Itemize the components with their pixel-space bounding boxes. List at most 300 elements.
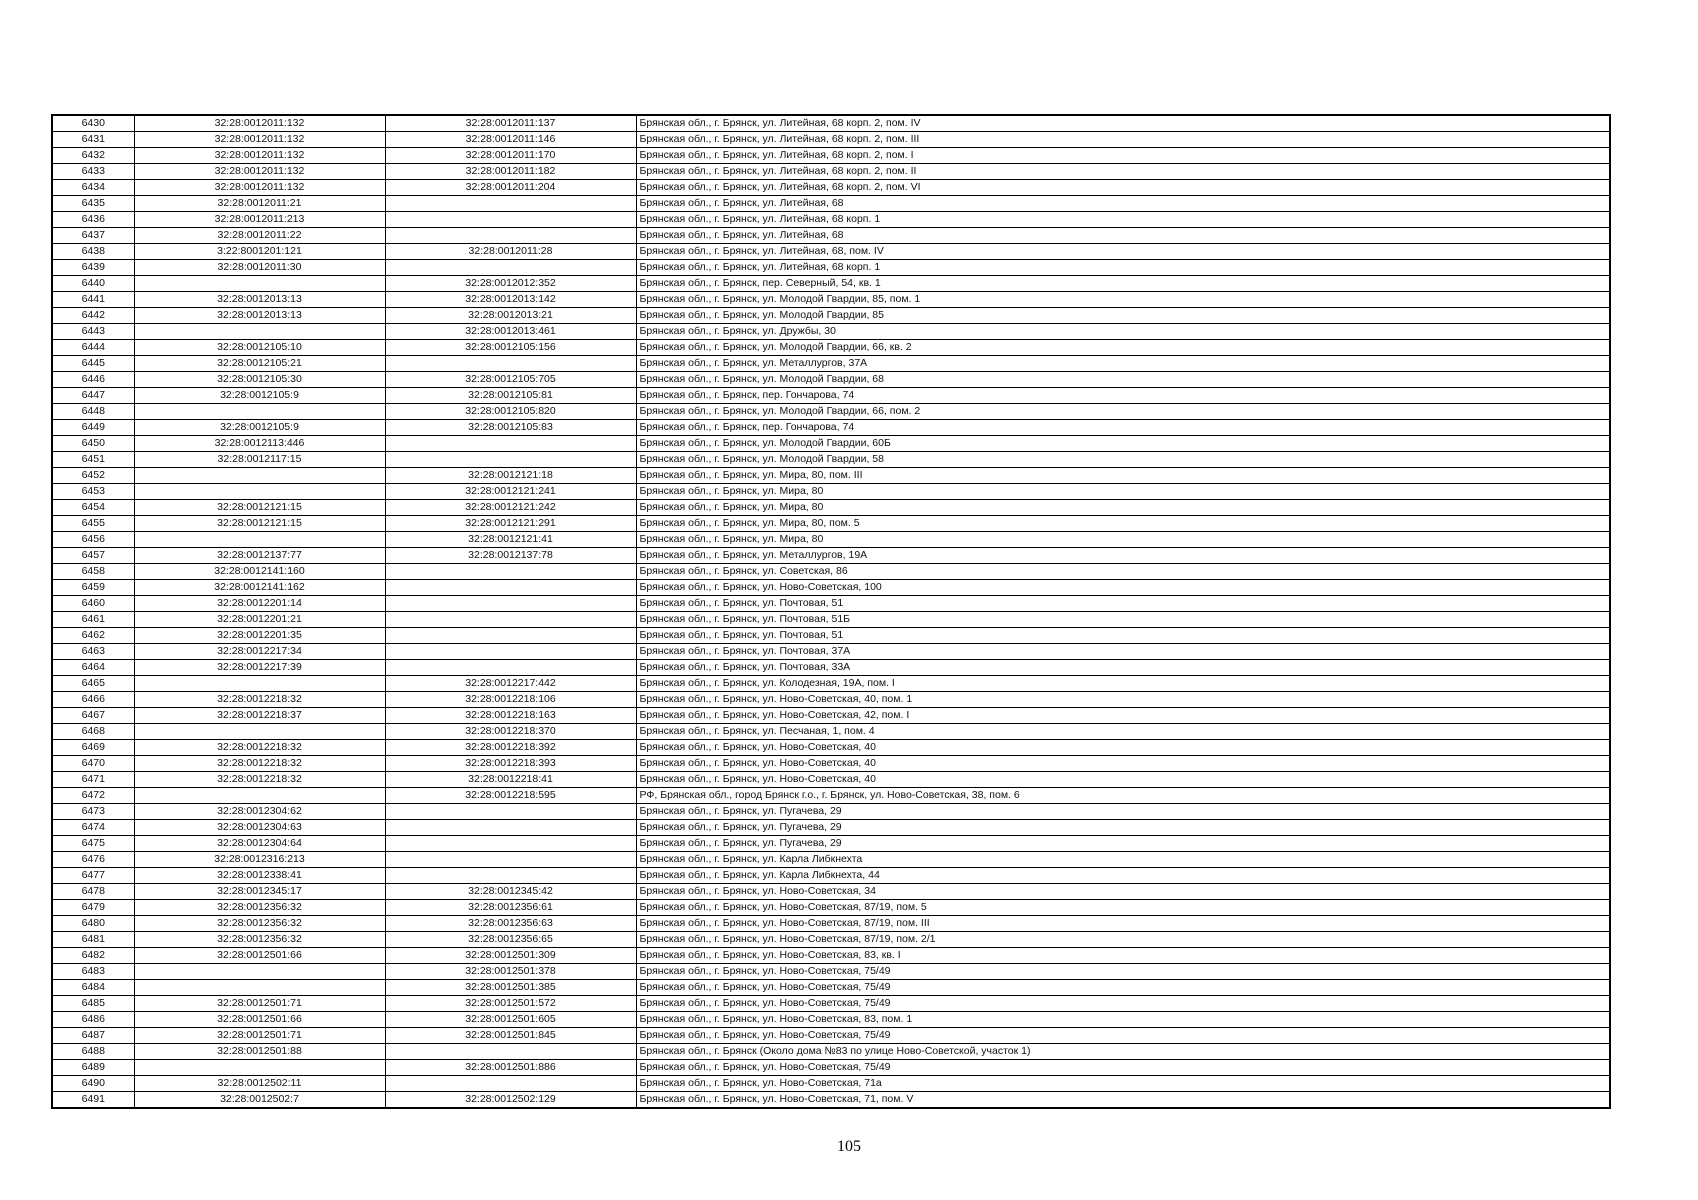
table-row: [52, 308, 1610, 324]
table-row: [52, 740, 1610, 756]
address-cell: Брянская обл., г. Брянск, ул. Советская, 86: [636, 564, 1610, 580]
object-number-cell: 32:28:0012218:392: [385, 740, 636, 756]
address-cell: Брянская обл., г. Брянск, ул. Молодой Гвардии, 85: [636, 308, 1610, 324]
object-number-cell: 32:28:0012502:129: [385, 1092, 636, 1109]
row-number-cell: 6485: [52, 996, 134, 1012]
parcel-number-cell: [134, 532, 385, 548]
row-number-cell: 6438: [52, 244, 134, 260]
parcel-number-cell: 32:28:0012218:32: [134, 740, 385, 756]
row-number-cell: 6478: [52, 884, 134, 900]
table-row: [52, 868, 1610, 884]
parcel-number-cell: 32:28:0012356:32: [134, 916, 385, 932]
row-number-cell: 6458: [52, 564, 134, 580]
parcel-number-cell: 32:28:0012011:132: [134, 115, 385, 132]
object-number-cell: [385, 836, 636, 852]
row-number-cell: 6483: [52, 964, 134, 980]
object-number-cell: 32:28:0012501:845: [385, 1028, 636, 1044]
table-row: [52, 340, 1610, 356]
address-cell: Брянская обл., г. Брянск, ул. Молодой Гвардии, 68: [636, 372, 1610, 388]
table-row: [52, 260, 1610, 276]
address-cell: Брянская обл., г. Брянск, ул. Ново-Советская, 83, кв. I: [636, 948, 1610, 964]
row-number-cell: 6486: [52, 1012, 134, 1028]
address-cell: Брянская обл., г. Брянск, ул. Металлургов, 37А: [636, 356, 1610, 372]
row-number-cell: 6453: [52, 484, 134, 500]
address-cell: Брянская обл., г. Брянск, ул. Ново-Советская, 40, пом. 1: [636, 692, 1610, 708]
parcel-number-cell: 32:28:0012137:77: [134, 548, 385, 564]
row-number-cell: 6432: [52, 148, 134, 164]
row-number-cell: 6487: [52, 1028, 134, 1044]
object-number-cell: 32:28:0012356:65: [385, 932, 636, 948]
parcel-number-cell: 32:28:0012356:32: [134, 932, 385, 948]
object-number-cell: 32:28:0012011:137: [385, 115, 636, 132]
table-row: [52, 820, 1610, 836]
table-row: [52, 1044, 1610, 1060]
address-cell: Брянская обл., г. Брянск, ул. Мира, 80: [636, 484, 1610, 500]
parcel-number-cell: 32:28:0012011:132: [134, 132, 385, 148]
table-row: [52, 564, 1610, 580]
address-cell: Брянская обл., г. Брянск, ул. Ново-Советская, 87/19, пом. 2/1: [636, 932, 1610, 948]
row-number-cell: 6457: [52, 548, 134, 564]
object-number-cell: 32:28:0012105:83: [385, 420, 636, 436]
address-cell: РФ, Брянская обл., город Брянск г.о., г. Брянск, ул. Ново-Советская, 38, пом. 6: [636, 788, 1610, 804]
parcel-number-cell: 32:28:0012121:15: [134, 516, 385, 532]
table-row: [52, 292, 1610, 308]
parcel-number-cell: 32:28:0012304:63: [134, 820, 385, 836]
table-row: [52, 132, 1610, 148]
object-number-cell: [385, 228, 636, 244]
address-cell: Брянская обл., г. Брянск, ул. Молодой Гвардии, 85, пом. 1: [636, 292, 1610, 308]
row-number-cell: 6446: [52, 372, 134, 388]
table-row: [52, 1060, 1610, 1076]
table-row: [52, 164, 1610, 180]
row-number-cell: 6473: [52, 804, 134, 820]
address-cell: Брянская обл., г. Брянск, ул. Почтовая, 51: [636, 628, 1610, 644]
object-number-cell: [385, 260, 636, 276]
parcel-number-cell: [134, 788, 385, 804]
object-number-cell: 32:28:0012105:81: [385, 388, 636, 404]
object-number-cell: 32:28:0012218:106: [385, 692, 636, 708]
table-row: [52, 212, 1610, 228]
table-row: [52, 180, 1610, 196]
table-row: [52, 532, 1610, 548]
table-row: [52, 404, 1610, 420]
table-row: [52, 628, 1610, 644]
row-number-cell: 6452: [52, 468, 134, 484]
table-row: [52, 372, 1610, 388]
object-number-cell: 32:28:0012121:242: [385, 500, 636, 516]
object-number-cell: 32:28:0012011:146: [385, 132, 636, 148]
row-number-cell: 6476: [52, 852, 134, 868]
address-cell: Брянская обл., г. Брянск, ул. Литейная, 68 корп. 1: [636, 260, 1610, 276]
row-number-cell: 6440: [52, 276, 134, 292]
parcel-number-cell: [134, 964, 385, 980]
object-number-cell: [385, 212, 636, 228]
parcel-number-cell: [134, 980, 385, 996]
row-number-cell: 6480: [52, 916, 134, 932]
table-row: [52, 900, 1610, 916]
address-cell: Брянская обл., г. Брянск, ул. Ново-Советская, 75/49: [636, 964, 1610, 980]
parcel-number-cell: 32:28:0012013:13: [134, 308, 385, 324]
address-cell: Брянская обл., г. Брянск, ул. Дружбы, 30: [636, 324, 1610, 340]
parcel-number-cell: 32:28:0012011:21: [134, 196, 385, 212]
address-cell: Брянская обл., г. Брянск, ул. Ново-Советская, 75/49: [636, 1060, 1610, 1076]
parcel-number-cell: 32:28:0012013:13: [134, 292, 385, 308]
address-cell: Брянская обл., г. Брянск, ул. Колодезная, 19А, пом. I: [636, 676, 1610, 692]
address-cell: Брянская обл., г. Брянск, ул. Ново-Советская, 40: [636, 756, 1610, 772]
address-cell: Брянская обл., г. Брянск, ул. Почтовая, 37А: [636, 644, 1610, 660]
address-cell: Брянская обл., г. Брянск, ул. Ново-Советская, 40: [636, 772, 1610, 788]
table-row: [52, 420, 1610, 436]
object-number-cell: [385, 820, 636, 836]
table-row: [52, 1028, 1610, 1044]
table-row: [52, 276, 1610, 292]
parcel-number-cell: 32:28:0012501:88: [134, 1044, 385, 1060]
row-number-cell: 6430: [52, 115, 134, 132]
table-row: [52, 324, 1610, 340]
object-number-cell: [385, 436, 636, 452]
row-number-cell: 6462: [52, 628, 134, 644]
row-number-cell: 6433: [52, 164, 134, 180]
parcel-number-cell: 32:28:0012218:32: [134, 772, 385, 788]
parcel-number-cell: 32:28:0012502:7: [134, 1092, 385, 1109]
row-number-cell: 6470: [52, 756, 134, 772]
row-number-cell: 6451: [52, 452, 134, 468]
object-number-cell: [385, 596, 636, 612]
row-number-cell: 6450: [52, 436, 134, 452]
address-cell: Брянская обл., г. Брянск, ул. Ново-Советская, 75/49: [636, 996, 1610, 1012]
row-number-cell: 6437: [52, 228, 134, 244]
parcel-number-cell: 32:28:0012105:10: [134, 340, 385, 356]
address-cell: Брянская обл., г. Брянск, ул. Ново-Советская, 75/49: [636, 1028, 1610, 1044]
object-number-cell: [385, 580, 636, 596]
table-row: [52, 596, 1610, 612]
parcel-number-cell: 32:28:0012141:162: [134, 580, 385, 596]
row-number-cell: 6472: [52, 788, 134, 804]
object-number-cell: 32:28:0012011:204: [385, 180, 636, 196]
parcel-number-cell: 32:28:0012304:64: [134, 836, 385, 852]
row-number-cell: 6465: [52, 676, 134, 692]
parcel-number-cell: 32:28:0012501:71: [134, 996, 385, 1012]
address-cell: Брянская обл., г. Брянск, ул. Литейная, 68 корп. 2, пом. II: [636, 164, 1610, 180]
table-row: [52, 388, 1610, 404]
row-number-cell: 6444: [52, 340, 134, 356]
object-number-cell: 32:28:0012121:41: [385, 532, 636, 548]
address-cell: Брянская обл., г. Брянск, ул. Пугачева, 29: [636, 820, 1610, 836]
object-number-cell: 32:28:0012345:42: [385, 884, 636, 900]
table-row: [52, 244, 1610, 260]
parcel-number-cell: 32:28:0012011:30: [134, 260, 385, 276]
object-number-cell: [385, 452, 636, 468]
parcel-number-cell: [134, 324, 385, 340]
parcel-number-cell: 32:28:0012338:41: [134, 868, 385, 884]
parcel-number-cell: 32:28:0012105:21: [134, 356, 385, 372]
address-cell: Брянская обл., г. Брянск, ул. Пугачева, 29: [636, 804, 1610, 820]
address-cell: Брянская обл., г. Брянск (Около дома №83 по улице Ново-Советской, участок 1): [636, 1044, 1610, 1060]
table-row: [52, 772, 1610, 788]
table-row: [52, 948, 1610, 964]
table-row: [52, 724, 1610, 740]
parcel-number-cell: 32:28:0012217:34: [134, 644, 385, 660]
address-cell: Брянская обл., г. Брянск, пер. Гончарова, 74: [636, 388, 1610, 404]
table-row: [52, 644, 1610, 660]
object-number-cell: 32:28:0012121:241: [385, 484, 636, 500]
row-number-cell: 6469: [52, 740, 134, 756]
row-number-cell: 6443: [52, 324, 134, 340]
address-cell: Брянская обл., г. Брянск, ул. Литейная, 68 корп. 2, пом. III: [636, 132, 1610, 148]
page-number: 105: [837, 1138, 861, 1155]
object-number-cell: 32:28:0012218:595: [385, 788, 636, 804]
address-cell: Брянская обл., г. Брянск, ул. Молодой Гвардии, 58: [636, 452, 1610, 468]
row-number-cell: 6460: [52, 596, 134, 612]
row-number-cell: 6441: [52, 292, 134, 308]
object-number-cell: 32:28:0012105:820: [385, 404, 636, 420]
parcel-number-cell: 32:28:0012011:22: [134, 228, 385, 244]
row-number-cell: 6434: [52, 180, 134, 196]
address-cell: Брянская обл., г. Брянск, ул. Ново-Советская, 87/19, пом. 5: [636, 900, 1610, 916]
address-cell: Брянская обл., г. Брянск, ул. Литейная, 68: [636, 196, 1610, 212]
object-number-cell: 32:28:0012501:378: [385, 964, 636, 980]
object-number-cell: 32:28:0012501:605: [385, 1012, 636, 1028]
address-cell: Брянская обл., г. Брянск, ул. Ново-Советская, 40: [636, 740, 1610, 756]
parcel-number-cell: [134, 484, 385, 500]
row-number-cell: 6445: [52, 356, 134, 372]
table-row: [52, 500, 1610, 516]
parcel-number-cell: 32:28:0012201:35: [134, 628, 385, 644]
row-number-cell: 6467: [52, 708, 134, 724]
object-number-cell: 32:28:0012013:142: [385, 292, 636, 308]
table-row: [52, 516, 1610, 532]
address-cell: Брянская обл., г. Брянск, ул. Пугачева, 29: [636, 836, 1610, 852]
parcel-number-cell: 32:28:0012011:132: [134, 180, 385, 196]
row-number-cell: 6488: [52, 1044, 134, 1060]
row-number-cell: 6454: [52, 500, 134, 516]
address-cell: Брянская обл., г. Брянск, ул. Молодой Гвардии, 66, кв. 2: [636, 340, 1610, 356]
table-row: [52, 580, 1610, 596]
object-number-cell: 32:28:0012356:61: [385, 900, 636, 916]
row-number-cell: 6449: [52, 420, 134, 436]
table-row: [52, 852, 1610, 868]
table-row: [52, 468, 1610, 484]
parcel-number-cell: 32:28:0012201:14: [134, 596, 385, 612]
parcel-number-cell: 32:28:0012117:15: [134, 452, 385, 468]
address-cell: Брянская обл., г. Брянск, ул. Литейная, 68 корп. 2, пом. VI: [636, 180, 1610, 196]
row-number-cell: 6461: [52, 612, 134, 628]
parcel-number-cell: 32:28:0012218:32: [134, 756, 385, 772]
row-number-cell: 6459: [52, 580, 134, 596]
object-number-cell: 32:28:0012011:182: [385, 164, 636, 180]
table-row: [52, 115, 1610, 132]
address-cell: Брянская обл., г. Брянск, ул. Карла Либкнехта, 44: [636, 868, 1610, 884]
object-number-cell: 32:28:0012011:28: [385, 244, 636, 260]
row-number-cell: 6484: [52, 980, 134, 996]
address-cell: Брянская обл., г. Брянск, ул. Почтовая, 51: [636, 596, 1610, 612]
object-number-cell: [385, 804, 636, 820]
table-row: [52, 1012, 1610, 1028]
object-number-cell: 32:28:0012121:291: [385, 516, 636, 532]
table-row: [52, 916, 1610, 932]
row-number-cell: 6471: [52, 772, 134, 788]
address-cell: Брянская обл., г. Брянск, ул. Литейная, 68 корп. 1: [636, 212, 1610, 228]
object-number-cell: 32:28:0012137:78: [385, 548, 636, 564]
table-row: [52, 452, 1610, 468]
address-cell: Брянская обл., г. Брянск, ул. Ново-Советская, 87/19, пом. III: [636, 916, 1610, 932]
address-cell: Брянская обл., г. Брянск, пер. Гончарова, 74: [636, 420, 1610, 436]
parcel-number-cell: [134, 468, 385, 484]
row-number-cell: 6482: [52, 948, 134, 964]
object-number-cell: [385, 1076, 636, 1092]
parcel-number-cell: 32:28:0012113:446: [134, 436, 385, 452]
address-cell: Брянская обл., г. Брянск, ул. Ново-Советская, 42, пом. I: [636, 708, 1610, 724]
row-number-cell: 6442: [52, 308, 134, 324]
object-number-cell: 32:28:0012012:352: [385, 276, 636, 292]
object-number-cell: [385, 356, 636, 372]
row-number-cell: 6455: [52, 516, 134, 532]
row-number-cell: 6439: [52, 260, 134, 276]
parcel-number-cell: 32:28:0012201:21: [134, 612, 385, 628]
table-row: [52, 804, 1610, 820]
row-number-cell: 6474: [52, 820, 134, 836]
address-cell: Брянская обл., г. Брянск, ул. Карла Либкнехта: [636, 852, 1610, 868]
row-number-cell: 6475: [52, 836, 134, 852]
table-row: [52, 788, 1610, 804]
parcel-number-cell: [134, 676, 385, 692]
table-row: [52, 1092, 1610, 1109]
parcel-number-cell: 32:28:0012304:62: [134, 804, 385, 820]
address-cell: Брянская обл., г. Брянск, ул. Ново-Советская, 83, пом. 1: [636, 1012, 1610, 1028]
parcel-number-cell: 32:28:0012502:11: [134, 1076, 385, 1092]
parcel-number-cell: 32:28:0012345:17: [134, 884, 385, 900]
parcel-number-cell: [134, 404, 385, 420]
table-row: [52, 660, 1610, 676]
table-row: [52, 884, 1610, 900]
object-number-cell: [385, 196, 636, 212]
object-number-cell: [385, 612, 636, 628]
table-row: [52, 228, 1610, 244]
address-cell: Брянская обл., г. Брянск, ул. Мира, 80, пом. III: [636, 468, 1610, 484]
row-number-cell: 6436: [52, 212, 134, 228]
object-number-cell: 32:28:0012218:393: [385, 756, 636, 772]
row-number-cell: 6431: [52, 132, 134, 148]
table-row: [52, 708, 1610, 724]
object-number-cell: 32:28:0012501:309: [385, 948, 636, 964]
row-number-cell: 6489: [52, 1060, 134, 1076]
parcel-number-cell: 32:28:0012316:213: [134, 852, 385, 868]
parcel-number-cell: 32:28:0012121:15: [134, 500, 385, 516]
table-row: [52, 980, 1610, 996]
parcel-number-cell: [134, 276, 385, 292]
parcel-number-cell: [134, 724, 385, 740]
table-row: [52, 612, 1610, 628]
row-number-cell: 6448: [52, 404, 134, 420]
table-row: [52, 676, 1610, 692]
address-cell: Брянская обл., г. Брянск, ул. Молодой Гвардии, 60Б: [636, 436, 1610, 452]
address-cell: Брянская обл., г. Брянск, ул. Песчаная, 1, пом. 4: [636, 724, 1610, 740]
object-number-cell: [385, 852, 636, 868]
address-cell: Брянская обл., г. Брянск, ул. Металлургов, 19А: [636, 548, 1610, 564]
parcel-number-cell: 32:28:0012218:37: [134, 708, 385, 724]
address-cell: Брянская обл., г. Брянск, ул. Мира, 80, пом. 5: [636, 516, 1610, 532]
table-row: [52, 356, 1610, 372]
object-number-cell: [385, 644, 636, 660]
object-number-cell: 32:28:0012501:572: [385, 996, 636, 1012]
object-number-cell: 32:28:0012356:63: [385, 916, 636, 932]
object-number-cell: 32:28:0012501:886: [385, 1060, 636, 1076]
object-number-cell: 32:28:0012013:21: [385, 308, 636, 324]
table-row: [52, 484, 1610, 500]
address-cell: Брянская обл., г. Брянск, ул. Литейная, 68 корп. 2, пом. I: [636, 148, 1610, 164]
object-number-cell: [385, 868, 636, 884]
object-number-cell: [385, 628, 636, 644]
table-row: [52, 964, 1610, 980]
row-number-cell: 6479: [52, 900, 134, 916]
object-number-cell: 32:28:0012105:705: [385, 372, 636, 388]
object-number-cell: 32:28:0012121:18: [385, 468, 636, 484]
row-number-cell: 6491: [52, 1092, 134, 1109]
row-number-cell: 6481: [52, 932, 134, 948]
address-cell: Брянская обл., г. Брянск, ул. Ново-Советская, 71, пом. V: [636, 1092, 1610, 1109]
parcel-number-cell: 32:28:0012011:132: [134, 148, 385, 164]
object-number-cell: 32:28:0012218:163: [385, 708, 636, 724]
row-number-cell: 6490: [52, 1076, 134, 1092]
table-row: [52, 836, 1610, 852]
parcel-number-cell: 32:28:0012141:160: [134, 564, 385, 580]
address-cell: Брянская обл., г. Брянск, ул. Мира, 80: [636, 532, 1610, 548]
parcel-number-cell: 32:28:0012011:213: [134, 212, 385, 228]
parcel-number-cell: 32:28:0012011:132: [134, 164, 385, 180]
row-number-cell: 6463: [52, 644, 134, 660]
row-number-cell: 6477: [52, 868, 134, 884]
object-number-cell: 32:28:0012011:170: [385, 148, 636, 164]
parcel-number-cell: 32:28:0012217:39: [134, 660, 385, 676]
table-row: [52, 756, 1610, 772]
address-cell: Брянская обл., г. Брянск, ул. Молодой Гвардии, 66, пом. 2: [636, 404, 1610, 420]
object-number-cell: [385, 1044, 636, 1060]
object-number-cell: 32:28:0012218:370: [385, 724, 636, 740]
parcel-number-cell: 3:22:8001201:121: [134, 244, 385, 260]
row-number-cell: 6464: [52, 660, 134, 676]
table-row: [52, 932, 1610, 948]
object-number-cell: 32:28:0012218:41: [385, 772, 636, 788]
row-number-cell: 6435: [52, 196, 134, 212]
table-row: [52, 196, 1610, 212]
address-cell: Брянская обл., г. Брянск, ул. Литейная, 68, пом. IV: [636, 244, 1610, 260]
table-row: [52, 692, 1610, 708]
row-number-cell: 6456: [52, 532, 134, 548]
table-row: [52, 148, 1610, 164]
row-number-cell: 6468: [52, 724, 134, 740]
parcel-number-cell: 32:28:0012501:66: [134, 1012, 385, 1028]
address-cell: Брянская обл., г. Брянск, пер. Северный, 54, кв. 1: [636, 276, 1610, 292]
table-row: [52, 1076, 1610, 1092]
address-cell: Брянская обл., г. Брянск, ул. Почтовая, 51Б: [636, 612, 1610, 628]
object-number-cell: [385, 660, 636, 676]
cadastral-table: [51, 114, 1611, 1109]
object-number-cell: 32:28:0012105:156: [385, 340, 636, 356]
parcel-number-cell: 32:28:0012105:9: [134, 420, 385, 436]
address-cell: Брянская обл., г. Брянск, ул. Мира, 80: [636, 500, 1610, 516]
parcel-number-cell: 32:28:0012356:32: [134, 900, 385, 916]
object-number-cell: 32:28:0012501:385: [385, 980, 636, 996]
parcel-number-cell: 32:28:0012501:71: [134, 1028, 385, 1044]
table-row: [52, 996, 1610, 1012]
parcel-number-cell: 32:28:0012105:9: [134, 388, 385, 404]
row-number-cell: 6466: [52, 692, 134, 708]
address-cell: Брянская обл., г. Брянск, ул. Ново-Советская, 75/49: [636, 980, 1610, 996]
table-row: [52, 436, 1610, 452]
parcel-number-cell: 32:28:0012105:30: [134, 372, 385, 388]
parcel-number-cell: 32:28:0012501:66: [134, 948, 385, 964]
address-cell: Брянская обл., г. Брянск, ул. Ново-Советская, 71а: [636, 1076, 1610, 1092]
